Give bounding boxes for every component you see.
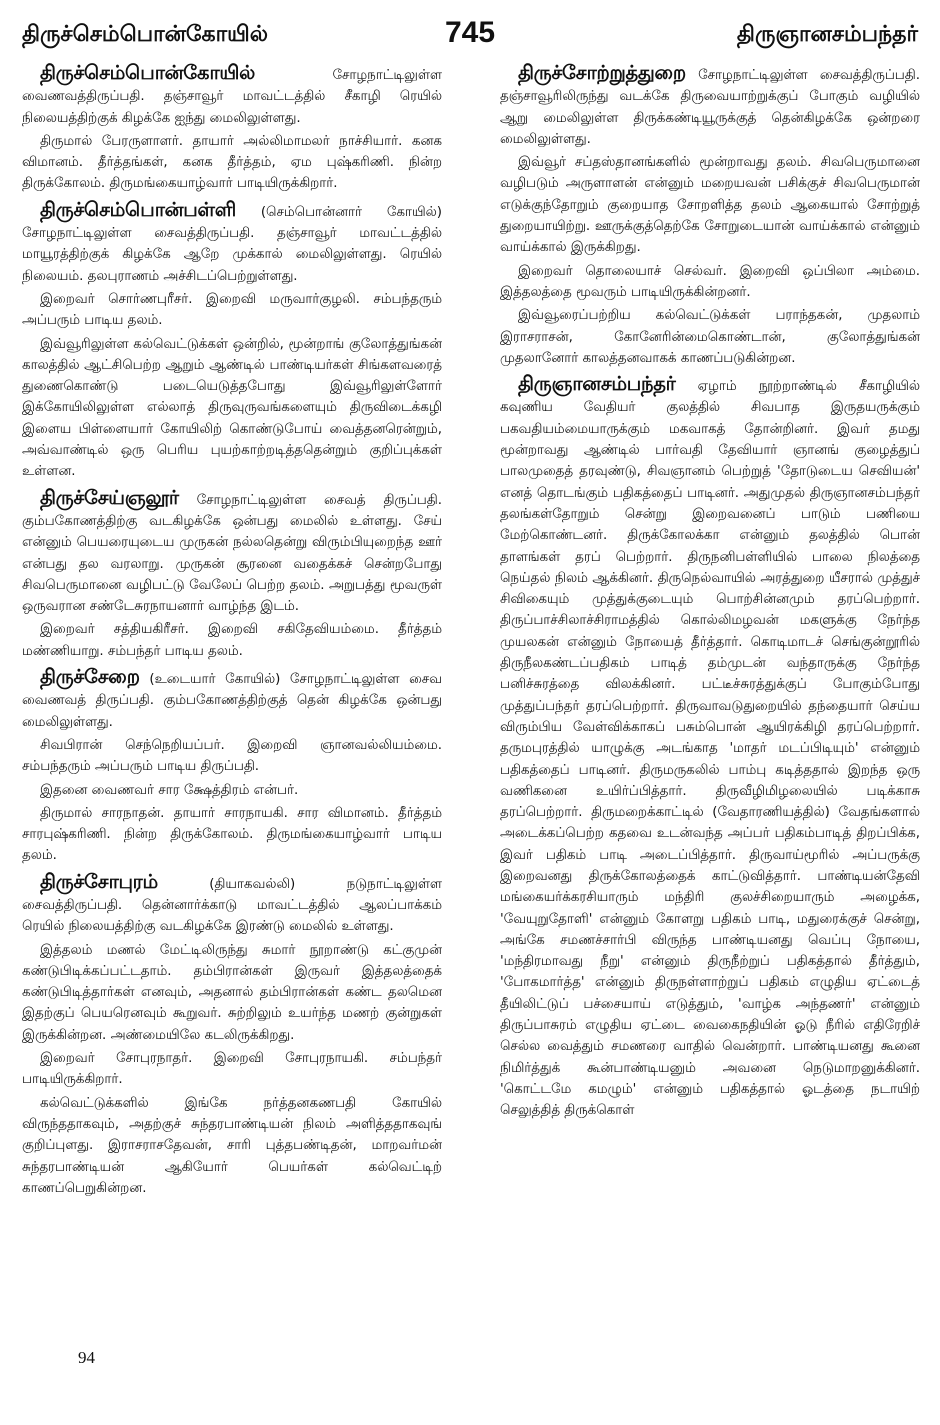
entry-text: இத்தலம் மணல் மேட்டிலிருந்து சுமார் நூறாண்டு கட்குமுன் கண்டுபிடிக்கப்பட்டதாம். தம்பிரான்கள் இருவர் இத்தலத்தைக் கண்டுபிடித்தார்கள் எனவும், அதனால் தம்பிரான்கள் கண்ட தலமென இதற்குப் பெயரெனவும் கூறுவர். சுற்றிலும் உயர்ந்த மணற் குன்றுகள் இருக்கின்றன. அண்மையிலே கடலிருக்கிறது. <box>22 942 442 1043</box>
entry-paragraph <box>500 261 920 304</box>
entry-text: (தியாகவல்லி) நடுநாட்டிலுள்ள சைவத்திருப்பதி. தென்னார்க்காடு மாவட்டத்தில் ஆலப்பாக்கம் ரெயில் நிலையத்திற்கு வடகிழக்கே இரண்டு மைலில் உள்ளது. <box>22 876 442 935</box>
entry-headword: திருச்செம்பொன்பள்ளி <box>40 197 236 221</box>
entry-headword: திருச்சேறை <box>40 665 140 689</box>
entry-text: இவ்வூரைப்பற்றிய கல்வெட்டுக்கள் பராந்தகன், முதலாம் இராசராசன், கோனேரின்மைகொண்டான், குலோத்துங்கன் முதலானோர் காலத்தனவாகக் காணப்படுகின்றன. <box>500 308 920 366</box>
entry-text: சோழநாட்டிலுள்ள வைணவத்திருப்பதி. தஞ்சாவூர் மாவட்டத்தில் சீகாழி ரெயில் நிலையத்திற்குக் கிழக்கே ஐந்து மைலிலுள்ளது. <box>22 68 442 126</box>
entry-text: சோழநாட்டிலுள்ள சைவத் திருப்பதி. கும்பகோணத்திற்கு வடகிழக்கே ஒன்பது மைலில் உள்ளது. சேய் என்னும் பெயரையுடைய முருகன் நல்லதென்று விரும்பியுறைந்த ஊர் என்பது தல வரலாறு. முருகன் சூரனை வதைக்கச் சென்றபோது சிவபெருமானை வழிபட்டு வேலேப் பெற்ற தலம். அறுபத்து மூவருள் ஒருவரான சண்டேசுரநாயனார் வாழ்ந்த இடம். <box>22 492 442 615</box>
entry-paragraph <box>22 940 442 1046</box>
entry-text: ஏழாம் நூற்றாண்டில் சீகாழியில் கவுணிய வேதியர் குலத்தில் சிவபாத இருதயருக்கும் பகவதியம்மையாருக்கும் மகவாகத் தோன்றினர். இவர் தமது மூன்றாவது ஆண்டில் பார்வதி தேவியார் ஞானங் குழைத்துப் பாலமுதைத் தரவுண்டு, சிவஞானம் பெற்றுத் 'தோடுடைய செவியன்' எனத் தொடங்கும் பதிகத்தைப் பாடினர். அதுமுதல் திருஞானசம்பந்தர் தலங்கள்தோறும் சென்று இறைவனைப் பாடும் பணியை மேற்கொண்டனர். திருக்கோலக்கா என்னும் தலத்தில் பொன் தாளங்கள் தரப் பெற்றார். திருநனிபள்ளியில் பாலை நிலத்தை நெய்தல் நிலம் ஆக்கினர். திருநெல்வாயில் அரத்துறை யீசரால் முத்துச் சிவிகையும் முத்துக்குடையும் பொற்சின்னமும் தரப்பெற்றார். திருப்பாச்சிலாச்சிராமத்தில் கொல்லிமழவன் மகளுக்கு நேர்ந்த முயலகன் என்னும் நோயைத் தீர்த்தார். கொடிமாடச் செங்குன்றூரில் திருநீலகண்டப்பதிகம் பாடித் தம்முடன் வந்தாருக்கு நேர்ந்த பனிச்சுரத்தை விலக்கினர். பட்டீச்சுரத்துக்குப் போகும்போது முத்துப்பந்தர் தரப்பெற்றார். திருவாவடுதுறையில் தந்தையார் செய்ய விரும்பிய வேள்விக்காகப் பசும்பொன் ஆயிரக்கிழி தரப்பெற்றார். தருமபுரத்தில் யாழுக்கு அடங்காத 'மாதர் மடப்பிடியும்' என்னும் பதிகத்தைப் பாடினர். திருமருகலில் பாம்பு கடித்ததால் இறந்த ஒரு வணிகனை உயிர்ப்பித்தார். திருவீழிமிழலையில் படிக்காசு தரப்பெற்றார். திருமறைக்காட்டில் (வேதாரணியத்தில்) வேதங்களால் அடைக்கப்பெற்ற கதவை உடன்வந்த அப்பர் பதிகம்பாடித் திறப்பிக்க, இவர் பதிகம் பாடி அடைப்பித்தார். திருவாய்மூரில் அப்பருக்கு இறைவனது திருக்கோலத்தைக் காட்டுவித்தார். பாண்டியன்தேவி மங்கையர்க்கரசியாரும் மந்திரி குலச்சிறையாரும் அழைக்க, 'வேயுறுதோளி' என்னும் கோளறு பதிகம் பாடி, மதுரைக்குச் சென்று, அங்கே சமணச்சார்பி விருந்த பாண்டியனது வெப்பு நோயை, 'மந்திரமாவது நீறு' என்னும் திருநீற்றுப் பதிகத்தால் தீர்த்தும், 'போகமார்த்த' என்னும் திருநள்ளாற்றுப் பதிகம் எழுதிய ஏட்டைத் தீயிலிட்டுப் பச்சையாய் எடுத்தும், 'வாழ்க அந்தணர்' என்னும் திருப்பாசுரம் எழுதிய ஏட்டை வைகைநதியின் ஓடு நீரில் எதிரேறிச் செல்ல வைத்தும் சமணரை வாதில் வென்றார். பாண்டியனது கூனை நிமிர்த்துக் கூன்பாண்டியனும் அவனை நெடுமாறனுக்கினர். 'கொட்டமே கமழும்' என்னும் பதிகத்தால் ஓடத்தை நடாயிற் செலுத்தித் திருக்கொள் <box>500 379 920 1119</box>
dictionary-entry <box>22 666 442 867</box>
entry-headword: திருச்சோபுரம் <box>40 869 158 893</box>
entry-paragraph <box>22 735 442 778</box>
header-left-headword: திருச்செம்பொன்கோயில் <box>22 22 268 47</box>
entry-headword: திருச்சோற்றுத்துறை <box>518 62 686 84</box>
entry-text: (செம்பொன்னார் கோயில்) சோழநாட்டிலுள்ள சைவத்திருப்பதி. தஞ்சாவூர் மாவட்டத்தில் மாயூரத்திற்குக் கிழக்கே ஆறே முக்கால் மைலிலுள்ளது. ரெயில் நிலையம். தலபுராணம் அச்சிடப்பெற்றுள்ளது. <box>22 204 442 284</box>
entry-paragraph <box>500 373 920 1121</box>
entry-text: இதனை வைணவர் சார க்ஷேத்திரம் என்பர். <box>40 782 299 798</box>
entry-paragraph <box>22 334 442 483</box>
entry-text: இறைவர் சோபுரநாதர். இறைவி சோபுரநாயகி. சம்பந்தர் பாடியிருக்கிறார். <box>22 1051 442 1088</box>
entry-text: இவ்வூரிலுள்ள கல்வெட்டுக்கள் ஒன்றில், மூன்றாங் குலோத்துங்கன் காலத்தில் ஆட்சிபெற்ற ஆறும் ஆண்டில் பாண்டியர்கள் சிங்களவரைத் துணைகொண்டு படையெடுத்தபோது இவ்வூரிலுள்ளோர் இக்கோயிலிலுள்ள எல்லாத் திருவுருவங்களையும் திருவிடைக்கழி இளைய பிள்ளையார் கோயிலிற் கொண்டுபோய் வைத்தனரென்றும், அவ்வாண்டில் ஒரு பெரிய புயற்காற்றடித்ததென்றும் குறிப்புக்கள் உள்ளன. <box>22 336 442 480</box>
entry-paragraph <box>500 305 920 369</box>
entry-text: சிவபிரான் செந்நெறியப்பர். இறைவி ஞானவல்லியம்மை. சம்பந்தரும் அப்பரும் பாடிய திருப்பதி. <box>22 737 442 775</box>
running-header <box>22 14 918 54</box>
entry-text: இறைவர் தொலையாச் செல்வர். இறைவி ஒப்பிலா அம்மை. இத்தலத்தை மூவரும் பாடியிருக்கின்றனர். <box>500 263 920 300</box>
entry-headword: திருச்செம்பொன்கோயில் <box>40 62 256 84</box>
entry-text: (உடையார் கோயில்) சோழநாட்டிலுள்ள சைவ வைணவத் திருப்பதி. கும்பகோணத்திற்குத் தென் கிழக்கே ஒன்பது மைலிலுள்ளது. <box>22 672 442 730</box>
dictionary-entry <box>22 62 442 195</box>
entry-paragraph <box>22 289 442 332</box>
entry-text: இறைவர் சத்தியகிரீசர். இறைவி சகிதேவியம்மை. தீர்த்தம் மண்ணியாறு. சம்பந்தர் பாடிய தலம். <box>22 622 442 659</box>
entry-paragraph <box>22 666 442 733</box>
folio-number: 94 <box>78 1348 95 1367</box>
entry-headword: திருஞானசம்பந்தர் <box>518 372 676 396</box>
page-number: 745 <box>444 16 496 49</box>
entry-paragraph <box>22 1048 442 1091</box>
right-column <box>500 62 920 1340</box>
dictionary-entry <box>22 199 442 483</box>
entry-paragraph <box>22 62 442 129</box>
left-column <box>22 62 442 1340</box>
entry-headword: திருச்சேய்ஞலூர் <box>40 485 179 509</box>
entry-text: இறைவர் சொர்ணபுரீசர். இறைவி மருவார்குழலி. சம்பந்தரும் அப்பரும் பாடிய தலம். <box>22 291 442 329</box>
entry-paragraph <box>22 199 442 287</box>
entry-text: இவ்வூர் சப்தஸ்தானங்களில் மூன்றாவது தலம். சிவபெருமானை வழிபடும் அருளாளன் என்னும் மறையவன் பசிக்குச் சிவபெருமான் எடுக்குந்தோறும் குறையாத சோறளித்த தலம் ஆகையால் சோற்றுத் துறையாயிற்று. ஊருக்குத்தெற்கே சோறுடையான் வாய்க்கால் என்னும் வாய்க்கால் இருக்கிறது. <box>500 155 920 256</box>
entry-paragraph <box>22 487 442 618</box>
dictionary-entry <box>500 373 920 1121</box>
dictionary-entry <box>22 871 442 1199</box>
entry-paragraph <box>22 131 442 195</box>
entry-paragraph <box>22 1093 442 1199</box>
entry-paragraph <box>22 619 442 662</box>
entry-paragraph <box>500 62 920 150</box>
entry-paragraph <box>500 152 920 258</box>
entry-text: திருமால் பேரருளாளர். தாயார் அல்லிமாமலர் நாச்சியார். கனக விமானம். தீர்த்தங்கள், கனக தீர்த்தம், ஏம புஷ்கரிணி. நின்ற திருக்கோலம். திருமங்கையாழ்வார் பாடியிருக்கிறார். <box>22 133 442 192</box>
dictionary-entry <box>500 62 920 369</box>
entry-paragraph <box>22 803 442 867</box>
entry-text: கல்வெட்டுக்களில் இங்கே நர்த்தனகணபதி கோயில் விருந்ததாகவும், அதற்குச் சுந்தரபாண்டியன் நிலம் அளித்ததாகவுங் குறிப்புளது. இராசராசதேவன், சாரி புத்தபண்டிதன், மாறவர்மன் சுந்தரபாண்டியன் ஆகியோர் பெயர்கள் கல்வெட்டிற் காணப்பெறுகின்றன. <box>22 1095 442 1196</box>
dictionary-entry <box>22 487 442 662</box>
entry-text: திருமால் சாரநாதன். தாயார் சாரநாயகி. சார விமானம். தீர்த்தம் சாரபுஷ்கரிணி. நின்ற திருக்கோலம். திருமங்கையாழ்வார் பாடிய தலம். <box>22 805 442 864</box>
entry-paragraph <box>22 871 442 938</box>
entry-text: சோழநாட்டிலுள்ள சைவத்திருப்பதி. தஞ்சாவூரிலிருந்து வடக்கே திருவையாற்றுக்குப் போகும் வழியில் ஆறு மைலிலுள்ள திருக்கண்டியூருக்குத் தென்கிழக்கே ஒன்றரை மைலிலுள்ளது. <box>500 68 920 147</box>
entry-paragraph <box>22 780 442 801</box>
header-right-headword: திருஞானசம்பந்தர் <box>736 22 918 47</box>
